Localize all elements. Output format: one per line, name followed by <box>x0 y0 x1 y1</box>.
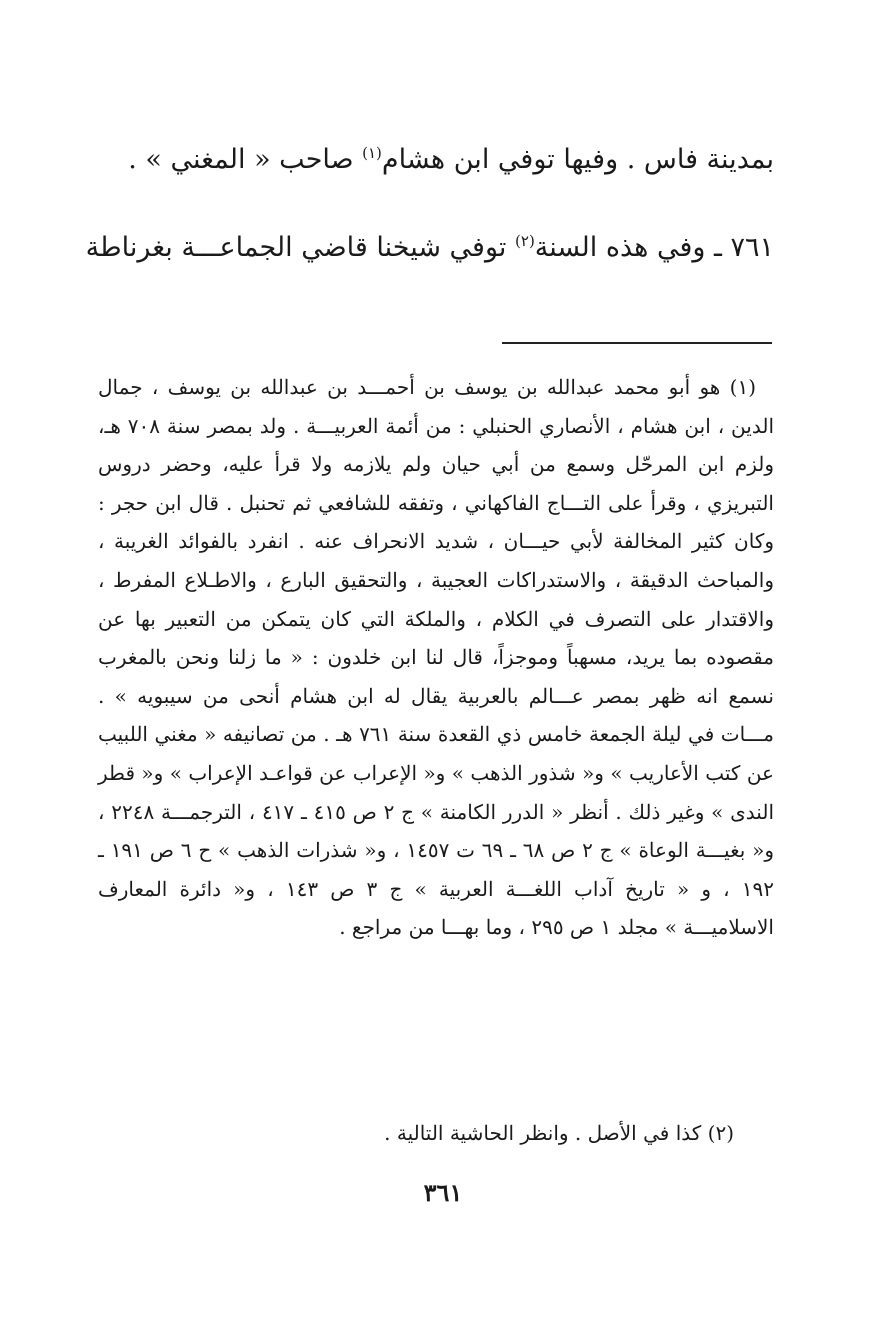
footnote-1 <box>98 368 774 947</box>
line2-text-after-ref: توفي شيخنا قاضي الجماعـــة بغرناطة <box>85 232 516 263</box>
footnote-separator-rule <box>502 342 772 344</box>
footnote-2-text: (٢) كذا في الأصل . وانظر الحاشية التالية . <box>384 1121 734 1145</box>
footnote-ref-2: (٢) <box>515 232 535 250</box>
footnote-ref-1: (١) <box>362 144 382 162</box>
line1-text-before-ref: بمدينة فاس . وفيها توفي ابن هشام <box>381 144 774 175</box>
page-number: ٣٦١ <box>423 1178 463 1207</box>
main-text-line-2 <box>85 228 774 268</box>
line2-text-before-ref: ـ وفي هذه السنة <box>534 232 731 263</box>
line1-text-after-ref: صاحب « المغني » . <box>128 144 363 175</box>
entry-year: ٧٦١ <box>730 232 774 263</box>
footnote-1-text: (١) هو أبو محمد عبدالله بن يوسف بن أحمـــد بن عبدالله بن يوسف ، جمال الدين ، ابن هشام ، الأنصاري الحنبلي : من أئمة العربيـــة . ولد بمصر سنة ٧٠٨ هـ، ولزم ابن المرحّل وسمع من أبي حيان ولم يلازمه ولا قرأ عليه، وحضر دروس التبريزي ، وقرأ على التـــاج الفاكهاني ، وتفقه للشافعي ثم تحنبل . قال ابن حجر : وكان كثير المخالفة لأبي حيـــان ، شديد الانحراف عنه . انفرد بالفوائد الغريبة ، والمباحث الدقيقة ، والاستدراكات العجيبة ، والتحقيق البارع ، والاطـلاع المفرط ، والاقتدار على التصرف في الكلام ، والملكة التي كان يتمكن من التعبير بها عن مقصوده بما يريد، مسهباً وموجزاً، قال لنا ابن خلدون : « ما زلنا ونحن بالمغرب نسمع انه ظهر بمصر عـــالم بالعربية يقال له ابن هشام أنحى من سيبويه » . مـــات في ليلة الجمعة خامس ذي القعدة سنة ٧٦١ هـ . من تصانيفه « مغني اللبيب عن كتب الأعاريب » و« شذور الذهب » و« الإعراب عن قواعـد الإعراب » و« قطر الندى » وغير ذلك . أنظر « الدرر الكامنة » ج ٢ ص ٤١٥ ـ ٤١٧ ، الترجمـــة ٢٢٤٨ ، و« بغيـــة الوعاة » ج ٢ ص ٦٨ ـ ٦٩ ت ١٤٥٧ ، و« شذرات الذهب » ح ٦ ص ١٩١ ـ ١٩٢ ، و « تاريخ آداب اللغـــة العربية » ج ٣ ص ١٤٣ ، و« دائرة المعارف الاسلاميـــة » مجلد ١ ص ٢٩٥ ، وما بهـــا من مراجع . <box>98 375 775 940</box>
main-text-line-1 <box>94 140 774 180</box>
footnote-2 <box>384 1114 734 1152</box>
